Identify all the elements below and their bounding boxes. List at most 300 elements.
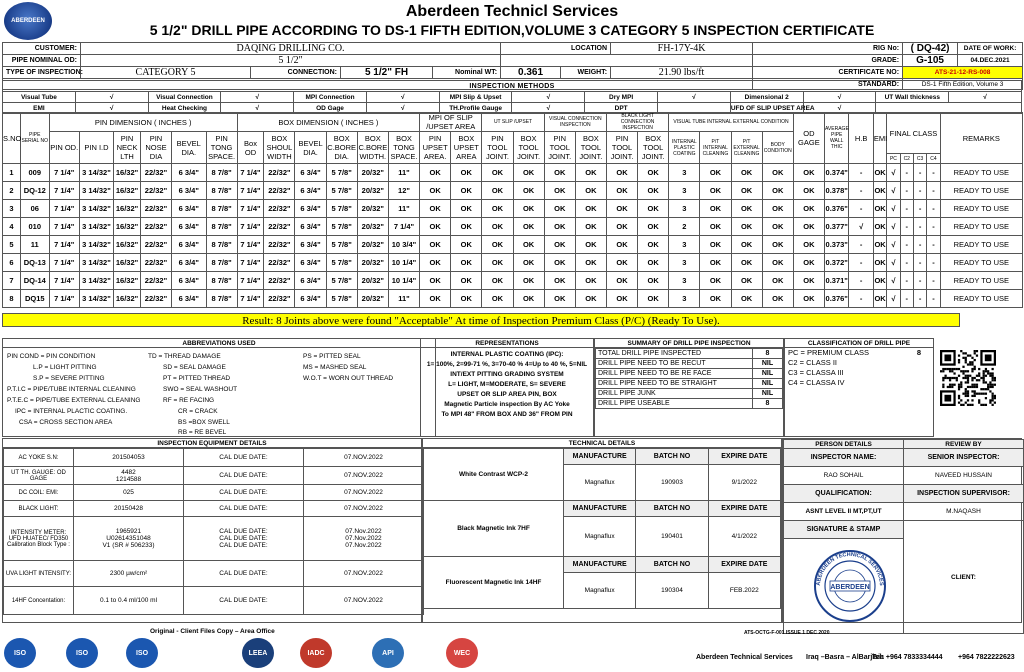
table-row [3, 236, 1023, 254]
table-cell: OK [575, 236, 606, 254]
table-cell: - [913, 236, 926, 254]
class-row [785, 348, 933, 358]
table-cell: OK [451, 290, 482, 308]
table-cell: OK [606, 218, 637, 236]
table-cell: OK [731, 290, 762, 308]
method-label: UFD OF SLIP UPSET AREA [730, 104, 815, 112]
table-cell: 3 [669, 164, 700, 182]
table-cell: 3 14/32" [79, 254, 113, 272]
tech-col-header: BATCH NO [636, 501, 708, 517]
table-cell: 3 [669, 254, 700, 272]
col-sub: BOX UPSET AREA [451, 132, 482, 164]
table-cell: 6 3/4" [172, 236, 206, 254]
table-cell: 6 3/4" [295, 182, 326, 200]
equip-cal-label: CAL DUE DATE: [184, 501, 304, 517]
footer-phone-2: +964 7822222623 [958, 654, 1015, 661]
tech-col-header: MANUFACTURE [564, 557, 636, 573]
equip-cal-label: CAL DUE DATE: [184, 467, 304, 485]
table-cell: 22/32" [140, 290, 171, 308]
table-cell: √ [887, 236, 900, 254]
grade-label: GRADE: [753, 55, 903, 67]
table-cell: OK [700, 254, 731, 272]
table-cell: √ [887, 182, 900, 200]
table-cell: 6 3/4" [295, 164, 326, 182]
table-cell: 6 3/4" [172, 182, 206, 200]
table-cell: - [900, 272, 913, 290]
table-cell: OK [793, 218, 824, 236]
col-sub: Box OD [237, 132, 264, 164]
table-cell: 7 1/4" [49, 218, 79, 236]
grade-value: G-105 [903, 55, 958, 67]
table-cell: √ [887, 254, 900, 272]
table-cell: 22/32" [264, 182, 295, 200]
table-cell: OK [544, 218, 575, 236]
table-cell: OK [420, 200, 451, 218]
table-cell: - [849, 182, 873, 200]
table-cell: OK [575, 200, 606, 218]
table-cell: OK [544, 290, 575, 308]
abbreviation-item: BS =BOX SWELL [178, 419, 230, 426]
table-cell: - [913, 272, 926, 290]
table-cell: 6 3/4" [295, 218, 326, 236]
pc-count: 8 [916, 348, 921, 357]
table-cell: OK [873, 218, 886, 236]
table-cell: 7 1/4" [237, 200, 264, 218]
class-label: PC = PREMIUM CLASS [788, 348, 870, 357]
table-cell: √ [887, 218, 900, 236]
col-sub: PIN NOSE DIA [140, 132, 171, 164]
table-cell: OK [482, 218, 513, 236]
table-cell: - [900, 182, 913, 200]
table-cell: OK [513, 290, 544, 308]
customer-value: DAQING DRILLING CO. [81, 43, 501, 55]
table-cell: - [927, 218, 940, 236]
col-sub: BEVEL DIA. [295, 132, 326, 164]
table-cell: 11" [388, 200, 419, 218]
equip-name: UVA LIGHT INTENSITY: [4, 561, 74, 587]
method-label: UT Wall thickness [876, 92, 949, 103]
table-cell: 4 [3, 218, 21, 236]
table-cell: - [900, 218, 913, 236]
classification-section [784, 338, 934, 437]
footer-note: Original - Client Files Copy – Area Office [150, 628, 275, 635]
method-label: MPI Slip & Upset [439, 92, 512, 103]
col-sub: BOX TOOL JOINT. [638, 132, 669, 164]
method-check: √ [512, 103, 585, 114]
table-cell: 0.371" [824, 272, 848, 290]
abbreviation-item: SD = SEAL DAMAGE [163, 364, 226, 371]
table-cell: 16/32" [114, 164, 141, 182]
table-cell: 5 7/8" [326, 164, 357, 182]
col-serial: PIPE SERIAL NO [20, 113, 49, 164]
table-cell: 8 7/8" [206, 254, 237, 272]
table-cell: OK [762, 200, 793, 218]
col-remarks: REMARKS [940, 113, 1022, 164]
table-cell: OK [793, 290, 824, 308]
table-cell: OK [873, 182, 886, 200]
summary-value: NIL [753, 359, 783, 369]
abbreviation-item: P.T.E.C = PIPE/TUBE EXTERNAL CLEANING [7, 397, 141, 404]
weight-label: WEIGHT: [561, 67, 611, 79]
tech-manufacture: Magnaflux [564, 517, 636, 557]
representation-line: UPSET OR SLIP AREA PIN, BOX [457, 391, 557, 398]
col-sub: P/T INTERNAL CLEANING [700, 132, 731, 164]
table-cell: OK [451, 182, 482, 200]
equip-cal-label: CAL DUE DATE: [184, 485, 304, 501]
drill-pipe-table [2, 112, 1023, 308]
certification-badge-icon: LEEA [242, 638, 274, 668]
qualification-value: ASNT LEVEL II MT,PT,UT [784, 503, 904, 521]
weight-value: 21.90 lbs/ft [611, 67, 753, 79]
table-cell: 7 1/4" [237, 236, 264, 254]
tech-item-name: Fluorescent Magnetic Ink 14HF [424, 557, 564, 609]
table-cell: OK [700, 272, 731, 290]
aberdeen-logo: ABERDEEN [4, 2, 52, 40]
table-cell: - [913, 254, 926, 272]
table-cell: 7 1/4" [237, 182, 264, 200]
table-cell: 3 [669, 200, 700, 218]
col-pin-dim: PIN DIMENSION ( INCHES ) [49, 113, 237, 132]
table-cell: OK [513, 254, 544, 272]
table-cell: OK [575, 254, 606, 272]
table-cell: 6 3/4" [295, 272, 326, 290]
tech-manufacture: Magnaflux [564, 573, 636, 609]
abbreviations-section [2, 338, 436, 437]
col-sub: BOX TOOL JOINT. [575, 132, 606, 164]
table-cell: 7 1/4" [49, 164, 79, 182]
table-cell: OK [731, 254, 762, 272]
summary-label: DRILL PIPE NEED TO BE STRAIGHT [596, 379, 753, 389]
table-cell: OK [575, 290, 606, 308]
date-label: DATE OF WORK: [958, 43, 1023, 55]
col-visconn: VISUAL CONNECTION INSPECTION [544, 113, 606, 132]
table-cell: OK [793, 164, 824, 182]
type-label: TYPE OF INSPECTION: [3, 67, 81, 79]
table-cell: 6 3/4" [172, 164, 206, 182]
table-cell: OK [731, 272, 762, 290]
table-cell: 8 7/8" [206, 290, 237, 308]
table-cell: 7 1/4" [49, 272, 79, 290]
nomwt-label: Nominal WT: [433, 67, 501, 79]
abbreviation-item: RB = RE BEVEL [178, 429, 227, 436]
table-cell: OK [762, 182, 793, 200]
table-cell: OK [762, 272, 793, 290]
table-cell: 3 [669, 182, 700, 200]
col-sub: PIN I.D [79, 132, 113, 164]
table-cell: 5 7/8" [326, 236, 357, 254]
certification-badge-icon: ISO [126, 638, 158, 668]
col-sub: PIN OD. [49, 132, 79, 164]
table-cell: 10 1/4" [388, 254, 419, 272]
table-cell: - [849, 290, 873, 308]
tech-col-header: EXPIRE DATE [708, 557, 780, 573]
table-cell: OK [606, 236, 637, 254]
equip-name: 14HF Concentation: [4, 587, 74, 615]
table-cell: - [927, 236, 940, 254]
method-label: Visual Connection [148, 92, 221, 103]
table-cell: 5 7/8" [326, 218, 357, 236]
method-check: √ [803, 103, 876, 114]
table-cell: √ [887, 164, 900, 182]
table-cell: OK [762, 218, 793, 236]
col-odgage: OD GAGE [793, 113, 824, 164]
table-cell: OK [544, 200, 575, 218]
summary-value: NIL [753, 379, 783, 389]
table-cell: OK [420, 218, 451, 236]
table-cell: 3 [669, 290, 700, 308]
col-class: C3 [913, 154, 926, 164]
remarks-cell: READY TO USE [940, 182, 1022, 200]
table-cell: DQ-14 [20, 272, 49, 290]
abbreviation-item: IPC = INTERNAL PLACTIC COATING. [15, 408, 128, 415]
table-cell: OK [513, 164, 544, 182]
abbreviation-item: PT = PITTED THREAD [163, 375, 231, 382]
certification-badge-icon: ISO [66, 638, 98, 668]
abbreviation-item: RF = RE FACING [163, 397, 215, 404]
rig-value: ( DQ-42) [903, 43, 958, 55]
table-cell: OK [513, 272, 544, 290]
table-cell: - [913, 182, 926, 200]
table-cell: OK [731, 200, 762, 218]
equip-cal-label: CAL DUE DATE: [184, 587, 304, 615]
method-check: √ [803, 92, 876, 103]
remarks-cell: READY TO USE [940, 290, 1022, 308]
certificate-title: 5 1/2" DRILL PIPE ACCORDING TO DS-1 FIFTH EDITION,VOLUME 3 CATEGORY 5 INSPECTION CERTIFICATE [149, 22, 875, 38]
location-value: FH-17Y-4K [611, 43, 753, 55]
col-sub: BODY CONDITION [762, 132, 793, 164]
summary-value: 8 [753, 349, 783, 359]
inspector-label: INSPECTOR NAME: [784, 449, 904, 467]
table-cell: OK [606, 290, 637, 308]
representation-line: Magnetic Particle inspection By AC Yoke [444, 401, 570, 408]
equip-name: BLACK LIGHT: [4, 501, 74, 517]
table-row [3, 272, 1023, 290]
summary-label: TOTAL DRILL PIPE INSPECTED [596, 349, 753, 359]
table-cell: OK [575, 272, 606, 290]
col-class: C4 [927, 154, 940, 164]
col-sub: BEVEL DIA. [172, 132, 206, 164]
table-cell: 11" [388, 290, 419, 308]
method-check: √ [366, 92, 439, 103]
table-cell: OK [638, 200, 669, 218]
table-cell: 16/32" [114, 182, 141, 200]
table-cell: 0.377" [824, 218, 848, 236]
table-cell: OK [873, 236, 886, 254]
qualification-label: QUALIFICATION: [784, 485, 904, 503]
abbreviation-item: P.T.I.C = PIPE/TUBE INTERNAL CLEANING [7, 386, 136, 393]
table-cell: OK [420, 164, 451, 182]
method-check: √ [221, 92, 294, 103]
senior-label: SENIOR INSPECTOR: [904, 449, 1024, 467]
table-cell: 7 1/4" [49, 290, 79, 308]
cert-label: CERTIFICATE NO: [753, 67, 903, 79]
abbreviation-item: MS = MASHED SEAL [303, 364, 367, 371]
col-sub: PIN TOOL JOINT. [544, 132, 575, 164]
table-cell: 10 1/4" [388, 272, 419, 290]
representation-line: To MPI 48" FROM BOX AND 36" FROM PIN [441, 411, 573, 418]
certification-badge-icon: ISO [4, 638, 36, 668]
table-cell: 6 3/4" [172, 290, 206, 308]
table-cell: OK [638, 164, 669, 182]
table-cell: OK [544, 164, 575, 182]
tech-batch: 190903 [636, 465, 708, 501]
technical-section [422, 438, 782, 623]
supervisor-name: M.NAQASH [904, 503, 1024, 521]
method-label: OD Gage [294, 103, 367, 114]
table-cell: OK [700, 236, 731, 254]
table-cell: OK [873, 290, 886, 308]
table-row [3, 254, 1023, 272]
equip-name: UT TH. GAUGE: OD GAGE [4, 467, 74, 485]
table-cell: - [900, 290, 913, 308]
table-cell: 20/32" [357, 200, 388, 218]
table-cell: 0.376" [824, 290, 848, 308]
customer-label: CUSTOMER: [3, 43, 81, 55]
table-cell: 3 14/32" [79, 290, 113, 308]
table-cell: 0.374" [824, 164, 848, 182]
col-final: FINAL CLASS [887, 113, 940, 154]
tech-expire: FEB.2022 [708, 573, 780, 609]
table-cell: 6 3/4" [295, 254, 326, 272]
table-row [3, 164, 1023, 182]
table-cell: OK [513, 200, 544, 218]
table-cell: OK [762, 164, 793, 182]
rig-label: RIG No: [753, 43, 903, 55]
tech-col-header: BATCH NO [636, 449, 708, 465]
table-cell: 5 7/8" [326, 290, 357, 308]
tech-col-header: MANUFACTURE [564, 501, 636, 517]
table-cell: OK [544, 272, 575, 290]
table-cell: OK [638, 290, 669, 308]
table-cell: - [927, 272, 940, 290]
table-cell: 6 3/4" [172, 254, 206, 272]
inspector-name: RAO SOHAIL [784, 467, 904, 485]
summary-label: DRILL PIPE USEABLE [596, 399, 753, 409]
footer-phone-1: Tel: +964 7833334444 [872, 654, 943, 661]
certification-badge-icon: API [372, 638, 404, 668]
method-check: √ [75, 103, 148, 114]
inspection-methods-table [2, 80, 1022, 114]
table-cell: OK [420, 290, 451, 308]
table-cell: 16/32" [114, 254, 141, 272]
table-cell: OK [544, 254, 575, 272]
table-cell: √ [887, 272, 900, 290]
class-row [785, 378, 933, 388]
table-cell: OK [482, 164, 513, 182]
table-cell: OK [451, 200, 482, 218]
certification-badge-icon: WEC [446, 638, 478, 668]
standard-label: STANDARD: [753, 79, 903, 90]
summary-label: DRILL PIPE NEED TO BE RECUT [596, 359, 753, 369]
supervisor-label: INSPECTION SUPERVISOR: [904, 485, 1024, 503]
footer [0, 628, 1024, 672]
table-row [3, 200, 1023, 218]
equipment-title: INSPECTION EQUIPMENT DETAILS [3, 439, 421, 448]
table-cell: 6 3/4" [172, 218, 206, 236]
table-cell: 20/32" [357, 236, 388, 254]
table-cell: - [849, 164, 873, 182]
tech-item-name: White Contrast WCP-2 [424, 449, 564, 501]
table-cell: 6 3/4" [295, 290, 326, 308]
nominal-label: PIPE NOMINAL OD: [3, 55, 81, 67]
table-cell: OK [638, 236, 669, 254]
table-cell: 8 7/8" [206, 200, 237, 218]
table-cell: 20/32" [357, 164, 388, 182]
person-title: PERSON DETAILS [784, 440, 904, 449]
table-cell: 7 1/4" [237, 290, 264, 308]
class-row [785, 358, 933, 368]
client-label: CLIENT: [904, 521, 1024, 634]
tech-col-header: EXPIRE DATE [708, 449, 780, 465]
representations-title: REPRESENTATIONS [421, 339, 593, 348]
table-row [3, 290, 1023, 308]
table-cell: 20/32" [357, 272, 388, 290]
method-check: √ [949, 92, 1022, 103]
table-cell: 16/32" [114, 218, 141, 236]
remarks-cell: READY TO USE [940, 200, 1022, 218]
table-cell: OK [873, 200, 886, 218]
representation-line: L= LIGHT, M=MODERATE, S= SEVERE [448, 381, 566, 388]
table-cell: 22/32" [140, 164, 171, 182]
equip-serial: 4482 1214588 [74, 467, 184, 485]
table-cell: 3 14/32" [79, 164, 113, 182]
table-cell: 22/32" [140, 182, 171, 200]
method-check: √ [75, 92, 148, 103]
table-cell: OK [513, 218, 544, 236]
table-cell: 3 [3, 200, 21, 218]
method-check: √ [366, 103, 439, 114]
tech-item-name: Black Magnetic Ink 7HF [424, 501, 564, 557]
summary-value: 8 [753, 399, 783, 409]
table-cell: 8 7/8" [206, 164, 237, 182]
class-label: C4 = CLASSA IV [788, 378, 845, 387]
table-cell: 5 7/8" [326, 254, 357, 272]
table-cell: - [849, 236, 873, 254]
signature-label: SIGNATURE & STAMP [784, 521, 904, 539]
col-avgwall: AVERAGE PIPE WALL THIC [824, 113, 848, 164]
table-cell: OK [451, 164, 482, 182]
table-cell: OK [482, 200, 513, 218]
table-cell: 22/32" [140, 218, 171, 236]
method-check: √ [221, 103, 294, 114]
equip-cal-date: 07.NOV.2022 [304, 449, 424, 467]
table-cell: √ [887, 290, 900, 308]
representation-line: INT/EXT PITTING GRADING SYSTEM [450, 371, 564, 378]
table-cell: √ [849, 218, 873, 236]
equip-serial: 20150428 [74, 501, 184, 517]
table-cell: 2 [3, 182, 21, 200]
table-cell: - [849, 200, 873, 218]
equipment-section [2, 438, 422, 623]
table-cell: OK [700, 164, 731, 182]
table-cell: OK [638, 182, 669, 200]
table-cell: 0.373" [824, 236, 848, 254]
table-cell: 5 7/8" [326, 272, 357, 290]
table-cell: 6 3/4" [295, 200, 326, 218]
methods-title: INSPECTION METHODS [3, 81, 1022, 92]
col-sub: PIN UPSET AREA. [420, 132, 451, 164]
equip-serial: 2300 µw/cm² [74, 561, 184, 587]
equip-serial: 0.1 to 0.4 ml/100 ml [74, 587, 184, 615]
table-cell: - [900, 200, 913, 218]
table-cell: 7 1/4" [49, 200, 79, 218]
abbreviation-item: CSA = CROSS SECTION AREA [19, 419, 113, 426]
table-cell: OK [873, 272, 886, 290]
cert-value: ATS-21-12-RS-008 [903, 67, 1023, 79]
table-cell: OK [638, 254, 669, 272]
table-cell: OK [451, 272, 482, 290]
table-cell: 22/32" [264, 164, 295, 182]
